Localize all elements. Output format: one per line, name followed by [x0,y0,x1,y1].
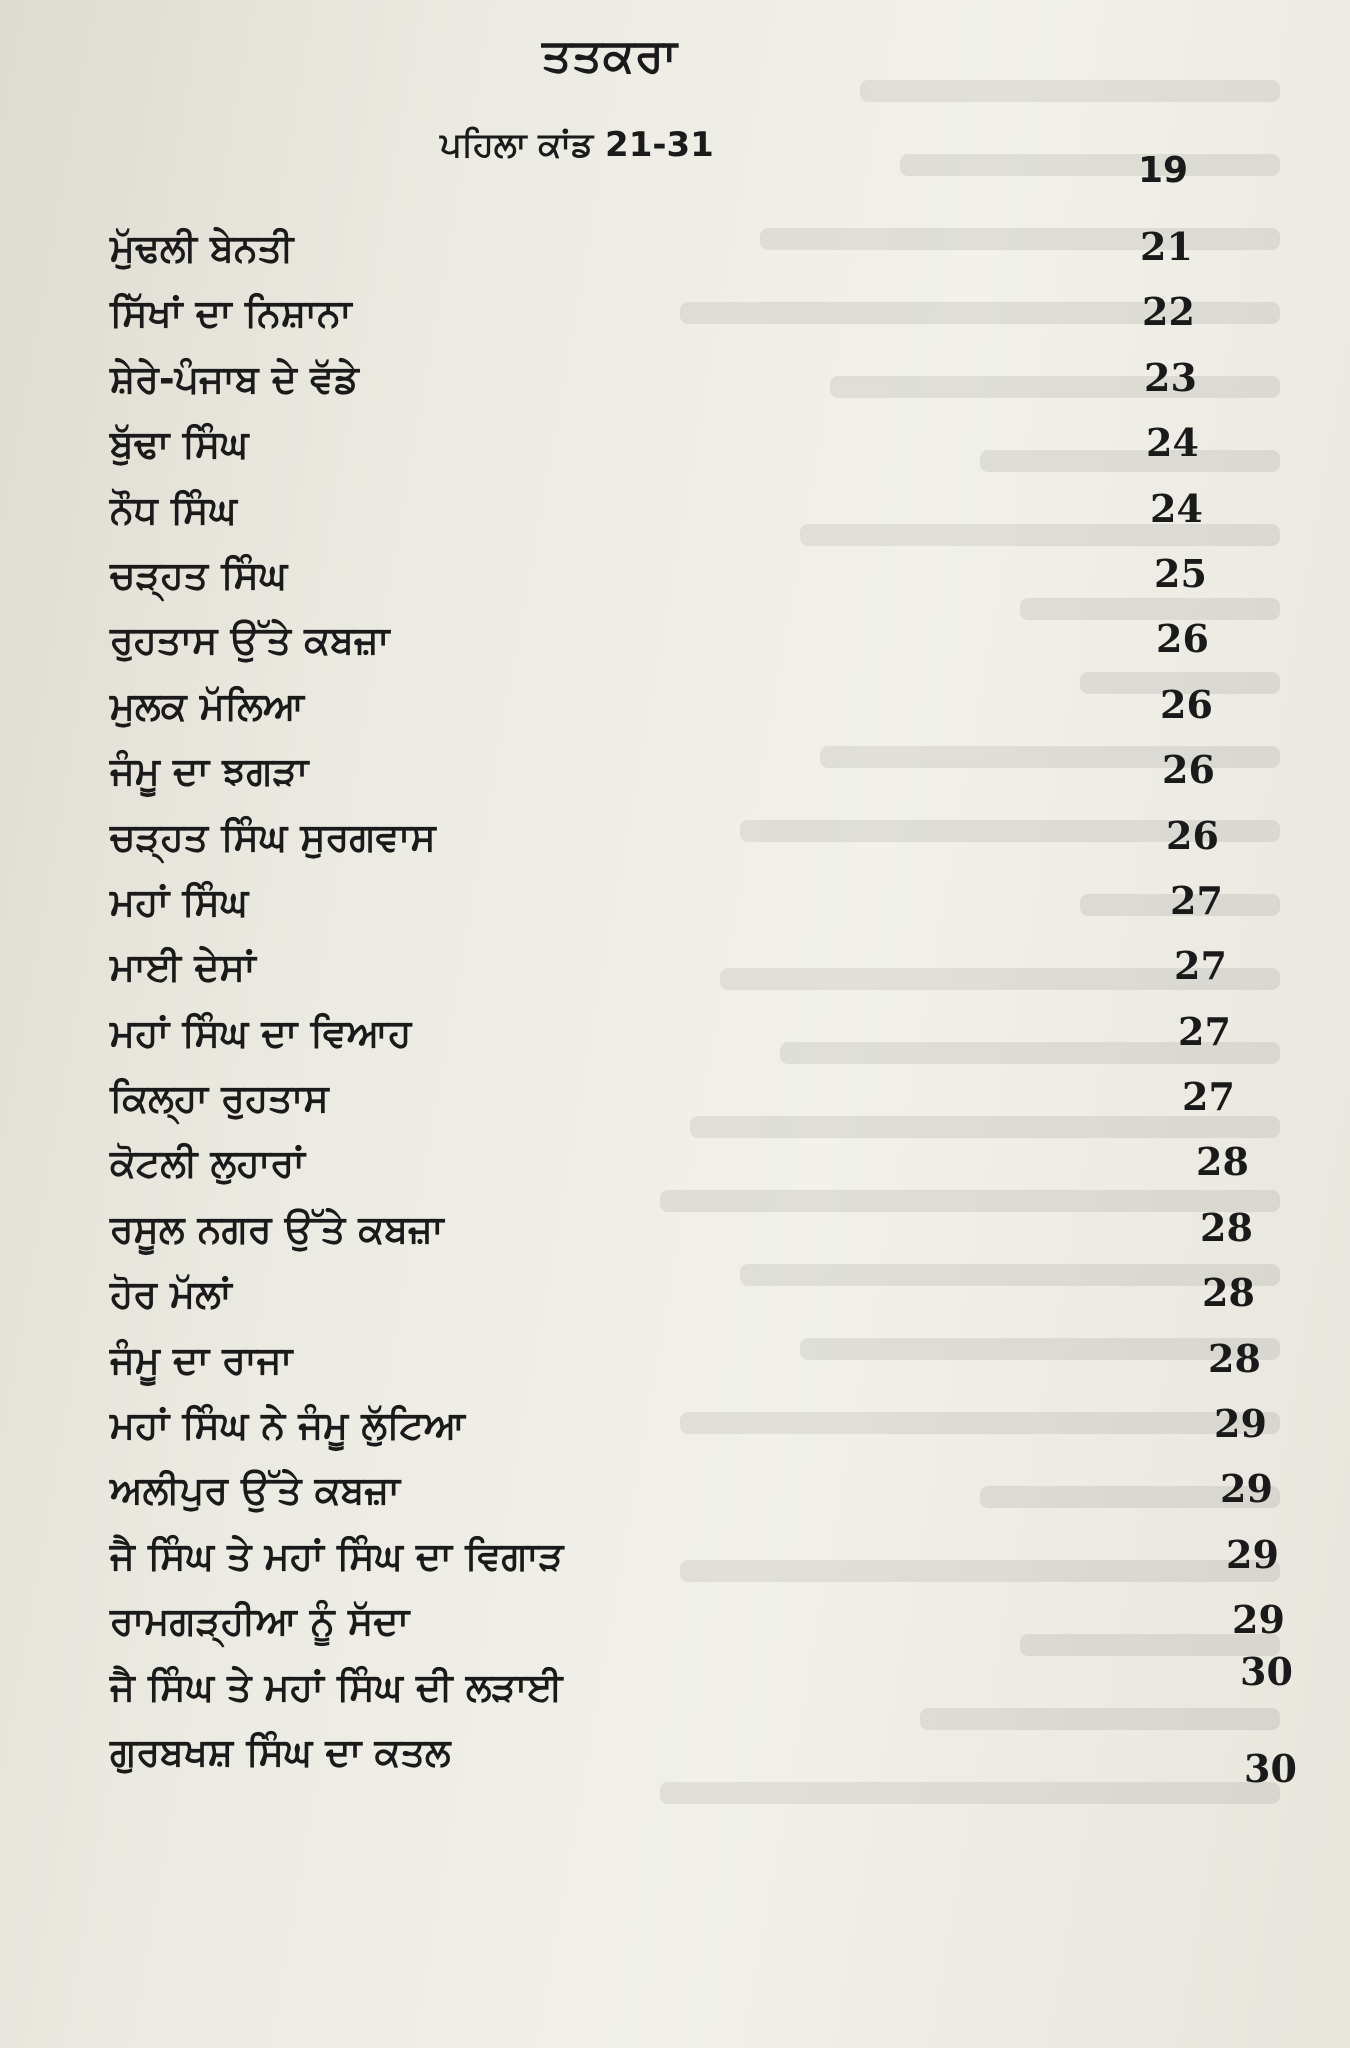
toc-entry-page: 29 [1226,1531,1279,1577]
toc-entry [110,743,1270,808]
toc-entry-title: ਜੰਮੂ ਦਾ ਰਾਜਾ [110,1337,293,1382]
toc-entry-page: 27 [1170,877,1223,923]
toc-entry-title: ਹੋਰ ਮੱਲਾਂ [110,1272,232,1317]
toc-entry-title: ਸਿੱਖਾਂ ਦਾ ਨਿਸ਼ਾਨਾ [110,291,352,336]
toc-entry-title: ਗੁਰਬਖਸ਼ ਸਿੰਘ ਦਾ ਕਤਲ [110,1729,451,1774]
toc-entry-title: ਰੁਹਤਾਸ ਉੱਤੇ ਕਬਜ਼ਾ [110,618,390,663]
toc-entry-page: 26 [1156,616,1209,662]
ghost-line [900,154,1280,176]
toc-entry-page: 29 [1214,1401,1267,1447]
toc-entry-title: ਸ਼ੇਰੇ-ਪੰਜਾਬ ਦੇ ਵੱਡੇ [110,356,359,401]
toc-entry-title: ਕੋਟਲੀ ਲੁਹਾਰਾਂ [110,1141,305,1186]
toc-entry [110,416,1270,481]
toc-entry-title: ਜੈ ਸਿੰਘ ਤੇ ਮਹਾਂ ਸਿੰਘ ਦੀ ਲੜਾਈ [110,1664,563,1709]
toc-entry [110,874,1270,939]
toc-entry [110,1397,1270,1462]
toc-entry [110,1593,1285,1658]
toc-entry-title: ਰਾਮਗੜ੍ਹੀਆ ਨੂੰ ਸੱਦਾ [110,1599,410,1644]
section-page-number: 19 [1138,150,1189,191]
toc-entry-title: ਰਸੂਲ ਨਗਰ ਉੱਤੇ ਕਬਜ਼ਾ [110,1206,444,1251]
toc-entry [110,1135,1270,1200]
toc-entry-title: ਮੁੱਢਲੀ ਬੇਨਤੀ [110,226,294,270]
toc-entry-page: 29 [1220,1466,1273,1512]
toc-entry-title: ਅਲੀਪੁਰ ਉੱਤੇ ਕਬਜ਼ਾ [110,1468,400,1513]
toc-entry-title: ਮਹਾਂ ਸਿੰਘ ਦਾ ਵਿਆਹ [110,1010,412,1055]
toc-entry-title: ਜੈ ਸਿੰਘ ਤੇ ਮਹਾਂ ਸਿੰਘ ਦਾ ਵਿਗਾੜ [110,1533,564,1578]
toc-entry [110,351,1270,416]
toc-entry [110,1724,1297,1791]
toc-entry [110,547,1270,612]
toc-entry-page: 30 [1244,1745,1297,1791]
toc-entry-page: 24 [1150,485,1203,531]
toc-entry [110,285,1270,350]
toc-entry [110,809,1270,874]
toc-entry-page: 23 [1144,354,1197,400]
toc-entry [110,1070,1270,1135]
toc-entry-page: 25 [1154,550,1207,596]
toc-entry-page: 27 [1174,943,1227,989]
toc-entry [110,1332,1270,1397]
toc-entry-title: ਚੜ੍ਹਤ ਸਿੰਘ ਸੁਰਗਵਾਸ [110,814,436,859]
toc-entry-title: ਮਾਈ ਦੇਸਾਂ [110,945,256,990]
toc-entry-page: 27 [1178,1008,1231,1054]
toc-entry-title: ਮਹਾਂ ਸਿੰਘ [110,879,249,924]
toc-entry-title: ਚੜ੍ਹਤ ਸਿੰਘ [110,552,288,597]
toc-entry-page: 26 [1166,812,1219,858]
toc-entry-page: 29 [1232,1597,1285,1643]
toc-entry-page: 24 [1146,420,1199,466]
toc-entry-page: 22 [1142,289,1195,335]
toc-entry-title: ਨੌਧ ਸਿੰਘ [110,487,237,532]
toc-entry-title: ਮਹਾਂ ਸਿੰਘ ਨੇ ਜੰਮੂ ਲੁੱਟਿਆ [110,1403,466,1448]
toc-entry-page: 21 [1140,224,1193,269]
toc-entry-page: 28 [1196,1139,1249,1185]
section-title: ਪਹਿਲਾ ਕਾਂਡ 21-31 [440,125,714,165]
toc-entry [110,678,1270,743]
toc-entry-title: ਕਿਲ੍ਹਾ ਰੁਹਤਾਸ [110,1076,329,1121]
toc-entry-page: 27 [1182,1074,1235,1120]
toc-entry [110,612,1270,677]
toc-entry-title: ਜੰਮੂ ਦਾ ਝਗੜਾ [110,749,309,794]
page-heading: ਤਤਕਰਾ [542,28,678,82]
toc-entry-title: ਮੁਲਕ ਮੱਲਿਆ [110,683,305,728]
toc-entry [110,1648,1293,1724]
toc-entry [110,1005,1270,1070]
toc-entry-page: 30 [1240,1648,1293,1694]
toc-entry [110,1462,1273,1527]
toc-entry-page: 26 [1162,747,1215,793]
toc-entry-page: 28 [1202,1270,1255,1316]
toc-entry-page: 28 [1200,1204,1253,1250]
toc-entry-title: ਬੁੱਢਾ ਸਿੰਘ [110,422,249,467]
toc-entry [110,1201,1270,1266]
toc-entry [110,1266,1270,1331]
toc-entry [110,482,1270,547]
table-of-contents [110,220,1297,1791]
toc-entry [110,220,1270,285]
toc-entry [110,1528,1279,1593]
toc-entry-page: 26 [1160,681,1213,727]
toc-entry-page: 28 [1208,1335,1261,1381]
toc-entry [110,939,1270,1004]
